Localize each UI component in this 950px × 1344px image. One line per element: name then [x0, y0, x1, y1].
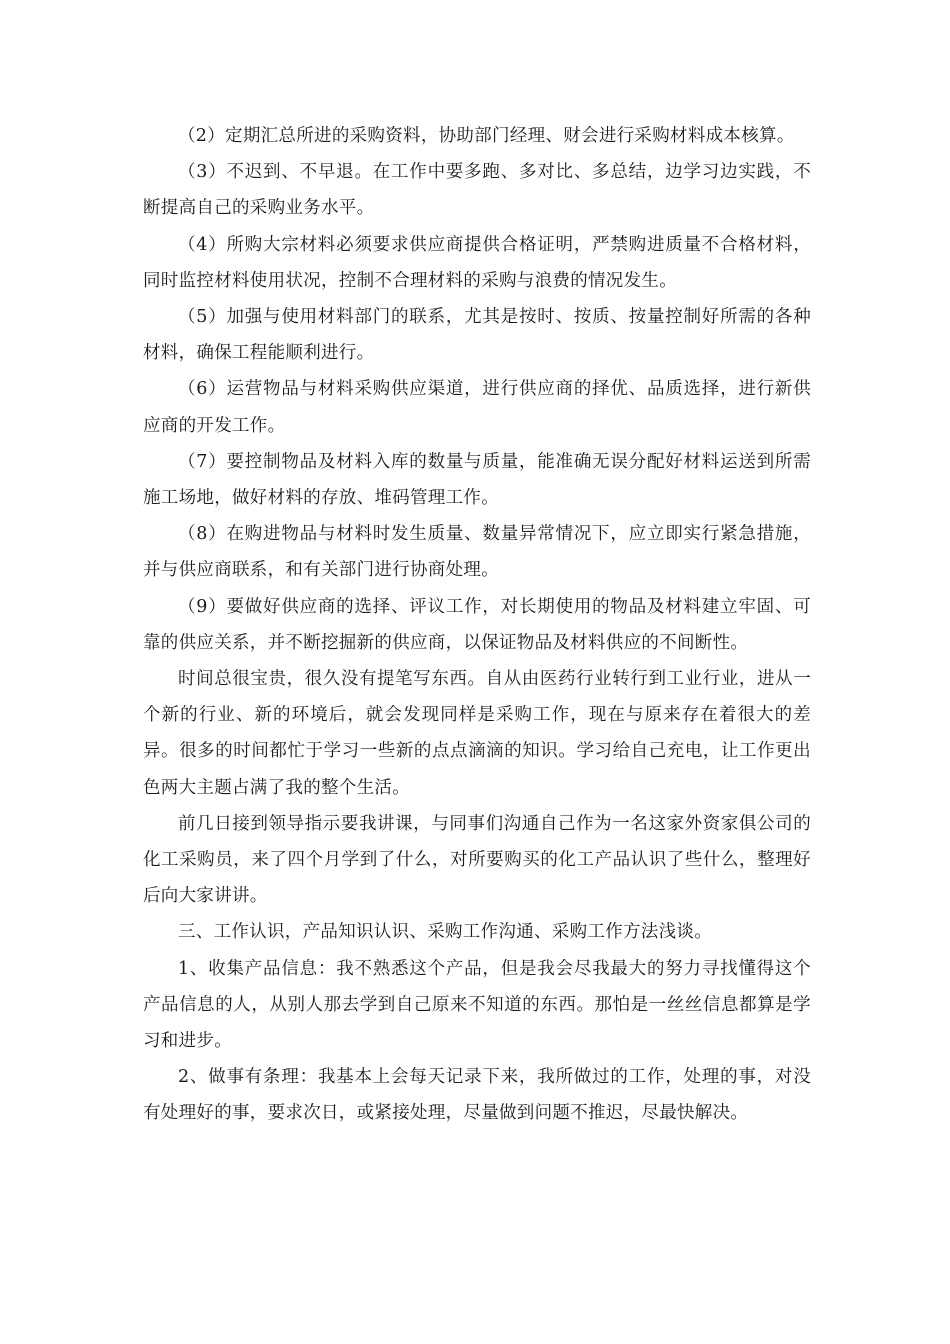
- paragraph-reflection: 时间总很宝贵，很久没有提笔写东西。自从由医药行业转行到工业行业，进从一个新的行业、新的环境后，就会发现同样是采购工作，现在与原来存在着很大的差异。很多的时间都忙于学习一些新的点点滴滴的知识。学习给自己充电，让工作更出色两大主题占满了我的整个生活。: [143, 669, 811, 798]
- paragraph-item-9: （9）要做好供应商的选择、评议工作，对长期使用的物品及材料建立牢固、可靠的供应关系，并不断挖掘新的供应商，以保证物品及材料供应的不间断性。: [143, 596, 811, 653]
- paragraph-item-6: （6）运营物品与材料采购供应渠道，进行供应商的择优、品质选择，进行新供应商的开发工作。: [143, 379, 811, 436]
- paragraph-point-1: 1、收集产品信息：我不熟悉这个产品，但是我会尽我最大的努力寻找懂得这个产品信息的人，从别人那去学到自己原来不知道的东西。那怕是一丝丝信息都算是学习和进步。: [143, 958, 811, 1052]
- paragraph-lecture: 前几日接到领导指示要我讲课，与同事们沟通自己作为一名这家外资家俱公司的化工采购员，来了四个月学到了什么，对所要购买的化工产品认识了些什么，整理好后向大家讲讲。: [143, 813, 811, 907]
- section-heading-3: 三、工作认识，产品知识认识、采购工作沟通、采购工作方法浅谈。: [178, 922, 712, 943]
- paragraph-item-4: （4）所购大宗材料必须要求供应商提供合格证明，严禁购进质量不合格材料，同时监控材料使用状况，控制不合理材料的采购与浪费的情况发生。: [143, 234, 811, 291]
- paragraph-item-7: （7）要控制物品及材料入库的数量与质量，能准确无误分配好材料运送到所需施工场地，做好材料的存放、堆码管理工作。: [143, 451, 811, 509]
- paragraph-point-2: 2、做事有条理：我基本上会每天记录下来，我所做过的工作，处理的事，对没有处理好的事，要求次日，或紧接处理，尽量做到问题不推迟，尽最快解决。: [143, 1067, 811, 1124]
- paragraph-item-3: （3）不迟到、不早退。在工作中要多跑、多对比、多总结，边学习边实践，不断提高自己的采购业务水平。: [143, 162, 811, 219]
- paragraph-item-5: （5）加强与使用材料部门的联系，尤其是按时、按质、按量控制好所需的各种材料，确保工程能顺利进行。: [143, 307, 811, 364]
- paragraph-item-2: （2）定期汇总所进的采购资料，协助部门经理、财会进行采购材料成本核算。: [178, 126, 795, 146]
- document-body: [143, 118, 811, 1132]
- paragraph-item-8: （8）在购进物品与材料时发生质量、数量异常情况下，应立即实行紧急措施，并与供应商联系，和有关部门进行协商处理。: [143, 524, 811, 581]
